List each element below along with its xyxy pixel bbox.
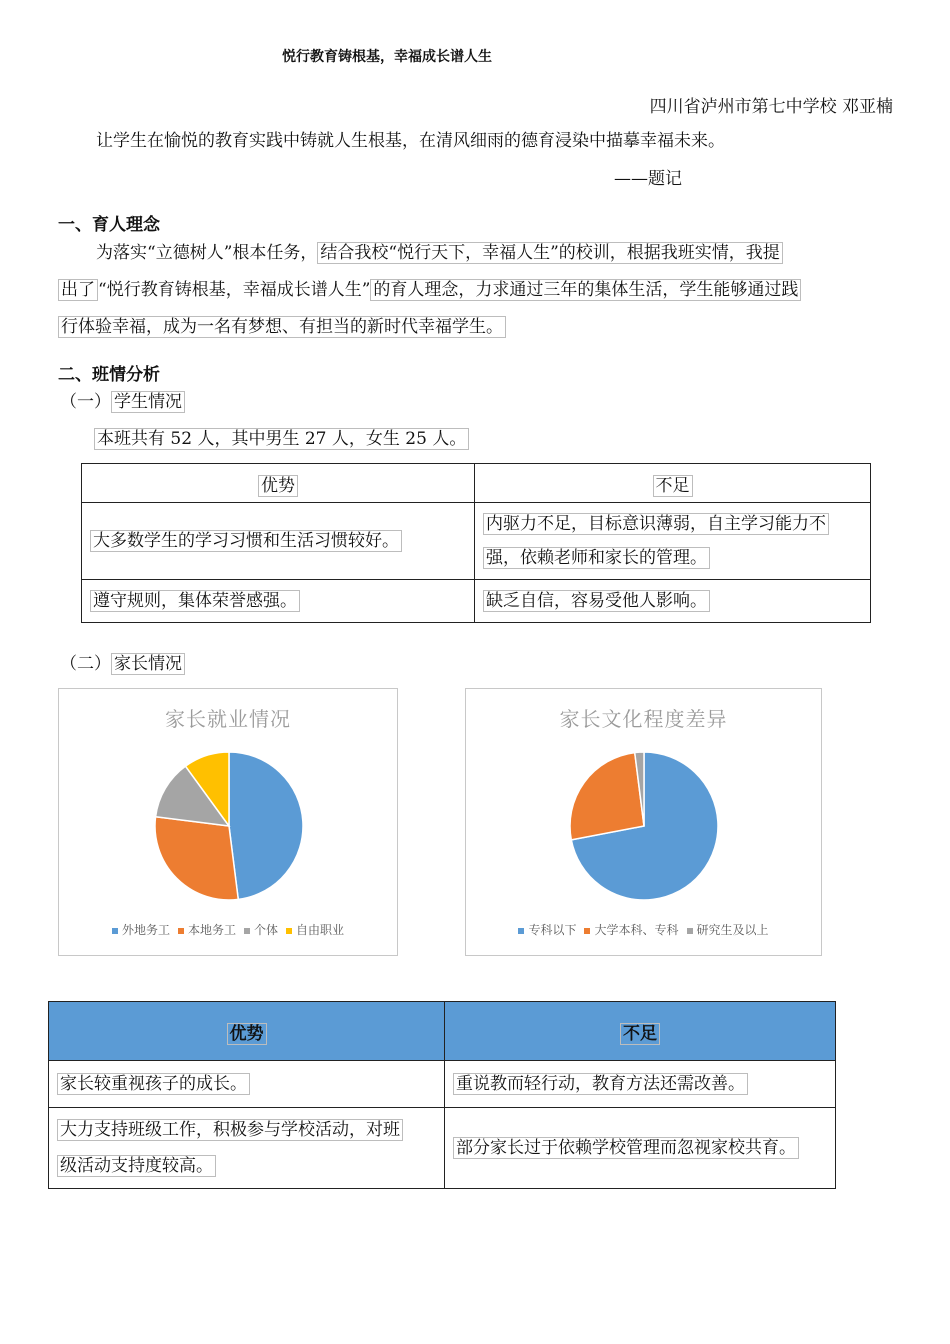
epigraph-signature: ——题记 — [614, 169, 682, 189]
section1-paragraph-line1 — [96, 234, 783, 272]
legend-label: 研究生及以上 — [696, 923, 769, 937]
chart-legend — [466, 921, 821, 938]
paragraph-boxed-text: 的育人理念，力求通过三年的集体生活，学生能够通过践 — [370, 279, 801, 301]
student-count — [94, 420, 469, 458]
subsection-parents — [60, 645, 185, 683]
legend-label: 自由职业 — [296, 923, 345, 937]
table-cell: 内驱力不足，目标意识薄弱，自主学习能力不 强，依赖老师和家长的管理。 — [475, 503, 871, 580]
table-row — [49, 1108, 836, 1189]
table-cell: 重说教而轻行动，教育方法还需改善。 — [445, 1061, 836, 1108]
legend-item — [584, 923, 678, 937]
legend-swatch — [584, 928, 590, 934]
employment-chart — [58, 688, 398, 956]
pie-slice-本地务工 — [155, 817, 238, 900]
students-table — [81, 463, 871, 623]
page-title: 悦行教育铸根基，幸福成长谱人生 — [282, 49, 492, 65]
subsection-prefix: （一） — [60, 392, 111, 412]
legend-item — [687, 923, 769, 937]
table-cell: 缺乏自信，容易受他人影响。 — [475, 580, 871, 623]
author-line: 四川省泸州市第七中学校 邓亚楠 — [649, 97, 893, 117]
legend-item — [244, 923, 278, 937]
legend-label: 大学本科、专科 — [594, 923, 679, 937]
legend-label: 本地务工 — [187, 923, 236, 937]
table-cell: 部分家长过于依赖学校管理而忽视家校共育。 — [445, 1108, 836, 1189]
table-header-cell: 不足 — [475, 464, 871, 503]
table-row — [82, 580, 871, 623]
pie-slice-大学本科、专科 — [570, 753, 644, 840]
legend-item — [286, 923, 344, 937]
section1-paragraph-line3 — [58, 308, 506, 346]
student-count-text: 本班共有 52 人，其中男生 27 人，女生 25 人。 — [94, 428, 469, 450]
subsection-prefix: （二） — [60, 654, 111, 674]
legend-swatch — [518, 928, 524, 934]
employment-pie — [59, 689, 397, 955]
chart-title: 家长文化程度差异 — [559, 707, 728, 731]
table-header-row — [49, 1002, 836, 1061]
table-header-row — [82, 464, 871, 503]
chart-legend — [59, 921, 397, 938]
paragraph-boxed-text: 结合我校“悦行天下，幸福人生”的校训，根据我班实情，我提 — [317, 242, 782, 264]
legend-label: 专科以下 — [528, 923, 577, 937]
legend-swatch — [286, 928, 292, 934]
subsection-students — [60, 383, 185, 421]
section2-heading: 二、班情分析 — [58, 365, 160, 385]
education-chart — [465, 688, 822, 956]
pie-slice-外地务工 — [229, 752, 303, 899]
legend-item — [112, 923, 170, 937]
legend-swatch — [687, 928, 693, 934]
legend-swatch — [178, 928, 184, 934]
legend-label: 个体 — [254, 923, 279, 937]
legend-swatch — [112, 928, 118, 934]
table-cell: 遵守规则，集体荣誉感强。 — [82, 580, 475, 623]
table-row — [82, 503, 871, 580]
legend-item — [518, 923, 576, 937]
paragraph-lead: 为落实“立德树人”根本任务， — [96, 243, 318, 263]
table-header-cell: 不足 — [445, 1002, 836, 1061]
paragraph-boxed-text: 行体验幸福，成为一名有梦想、有担当的新时代幸福学生。 — [58, 316, 506, 338]
parents-table — [48, 1001, 836, 1189]
subsection-label: 学生情况 — [111, 391, 185, 413]
legend-label: 外地务工 — [121, 923, 170, 937]
epigraph: 让学生在愉悦的教育实践中铸就人生根基，在清风细雨的德育浸染中描摹幸福未来。 — [96, 131, 725, 151]
table-cell: 家长较重视孩子的成长。 — [49, 1061, 445, 1108]
table-cell: 大力支持班级工作，积极参与学校活动，对班 级活动支持度较高。 — [49, 1108, 445, 1189]
legend-item — [178, 923, 236, 937]
chart-title: 家长就业情况 — [165, 707, 291, 731]
table-cell: 大多数学生的学习习惯和生活习惯较好。 — [82, 503, 475, 580]
table-header-cell: 优势 — [82, 464, 475, 503]
subsection-label: 家长情况 — [111, 653, 185, 675]
table-row — [49, 1061, 836, 1108]
section1-paragraph-line2 — [58, 271, 801, 309]
table-header-cell: 优势 — [49, 1002, 445, 1061]
education-pie — [466, 689, 821, 955]
legend-swatch — [244, 928, 250, 934]
section1-heading: 一、育人理念 — [58, 215, 160, 235]
paragraph-boxed-text: 出了 — [58, 279, 98, 301]
paragraph-quote: “悦行教育铸根基，幸福成长谱人生” — [98, 280, 371, 300]
